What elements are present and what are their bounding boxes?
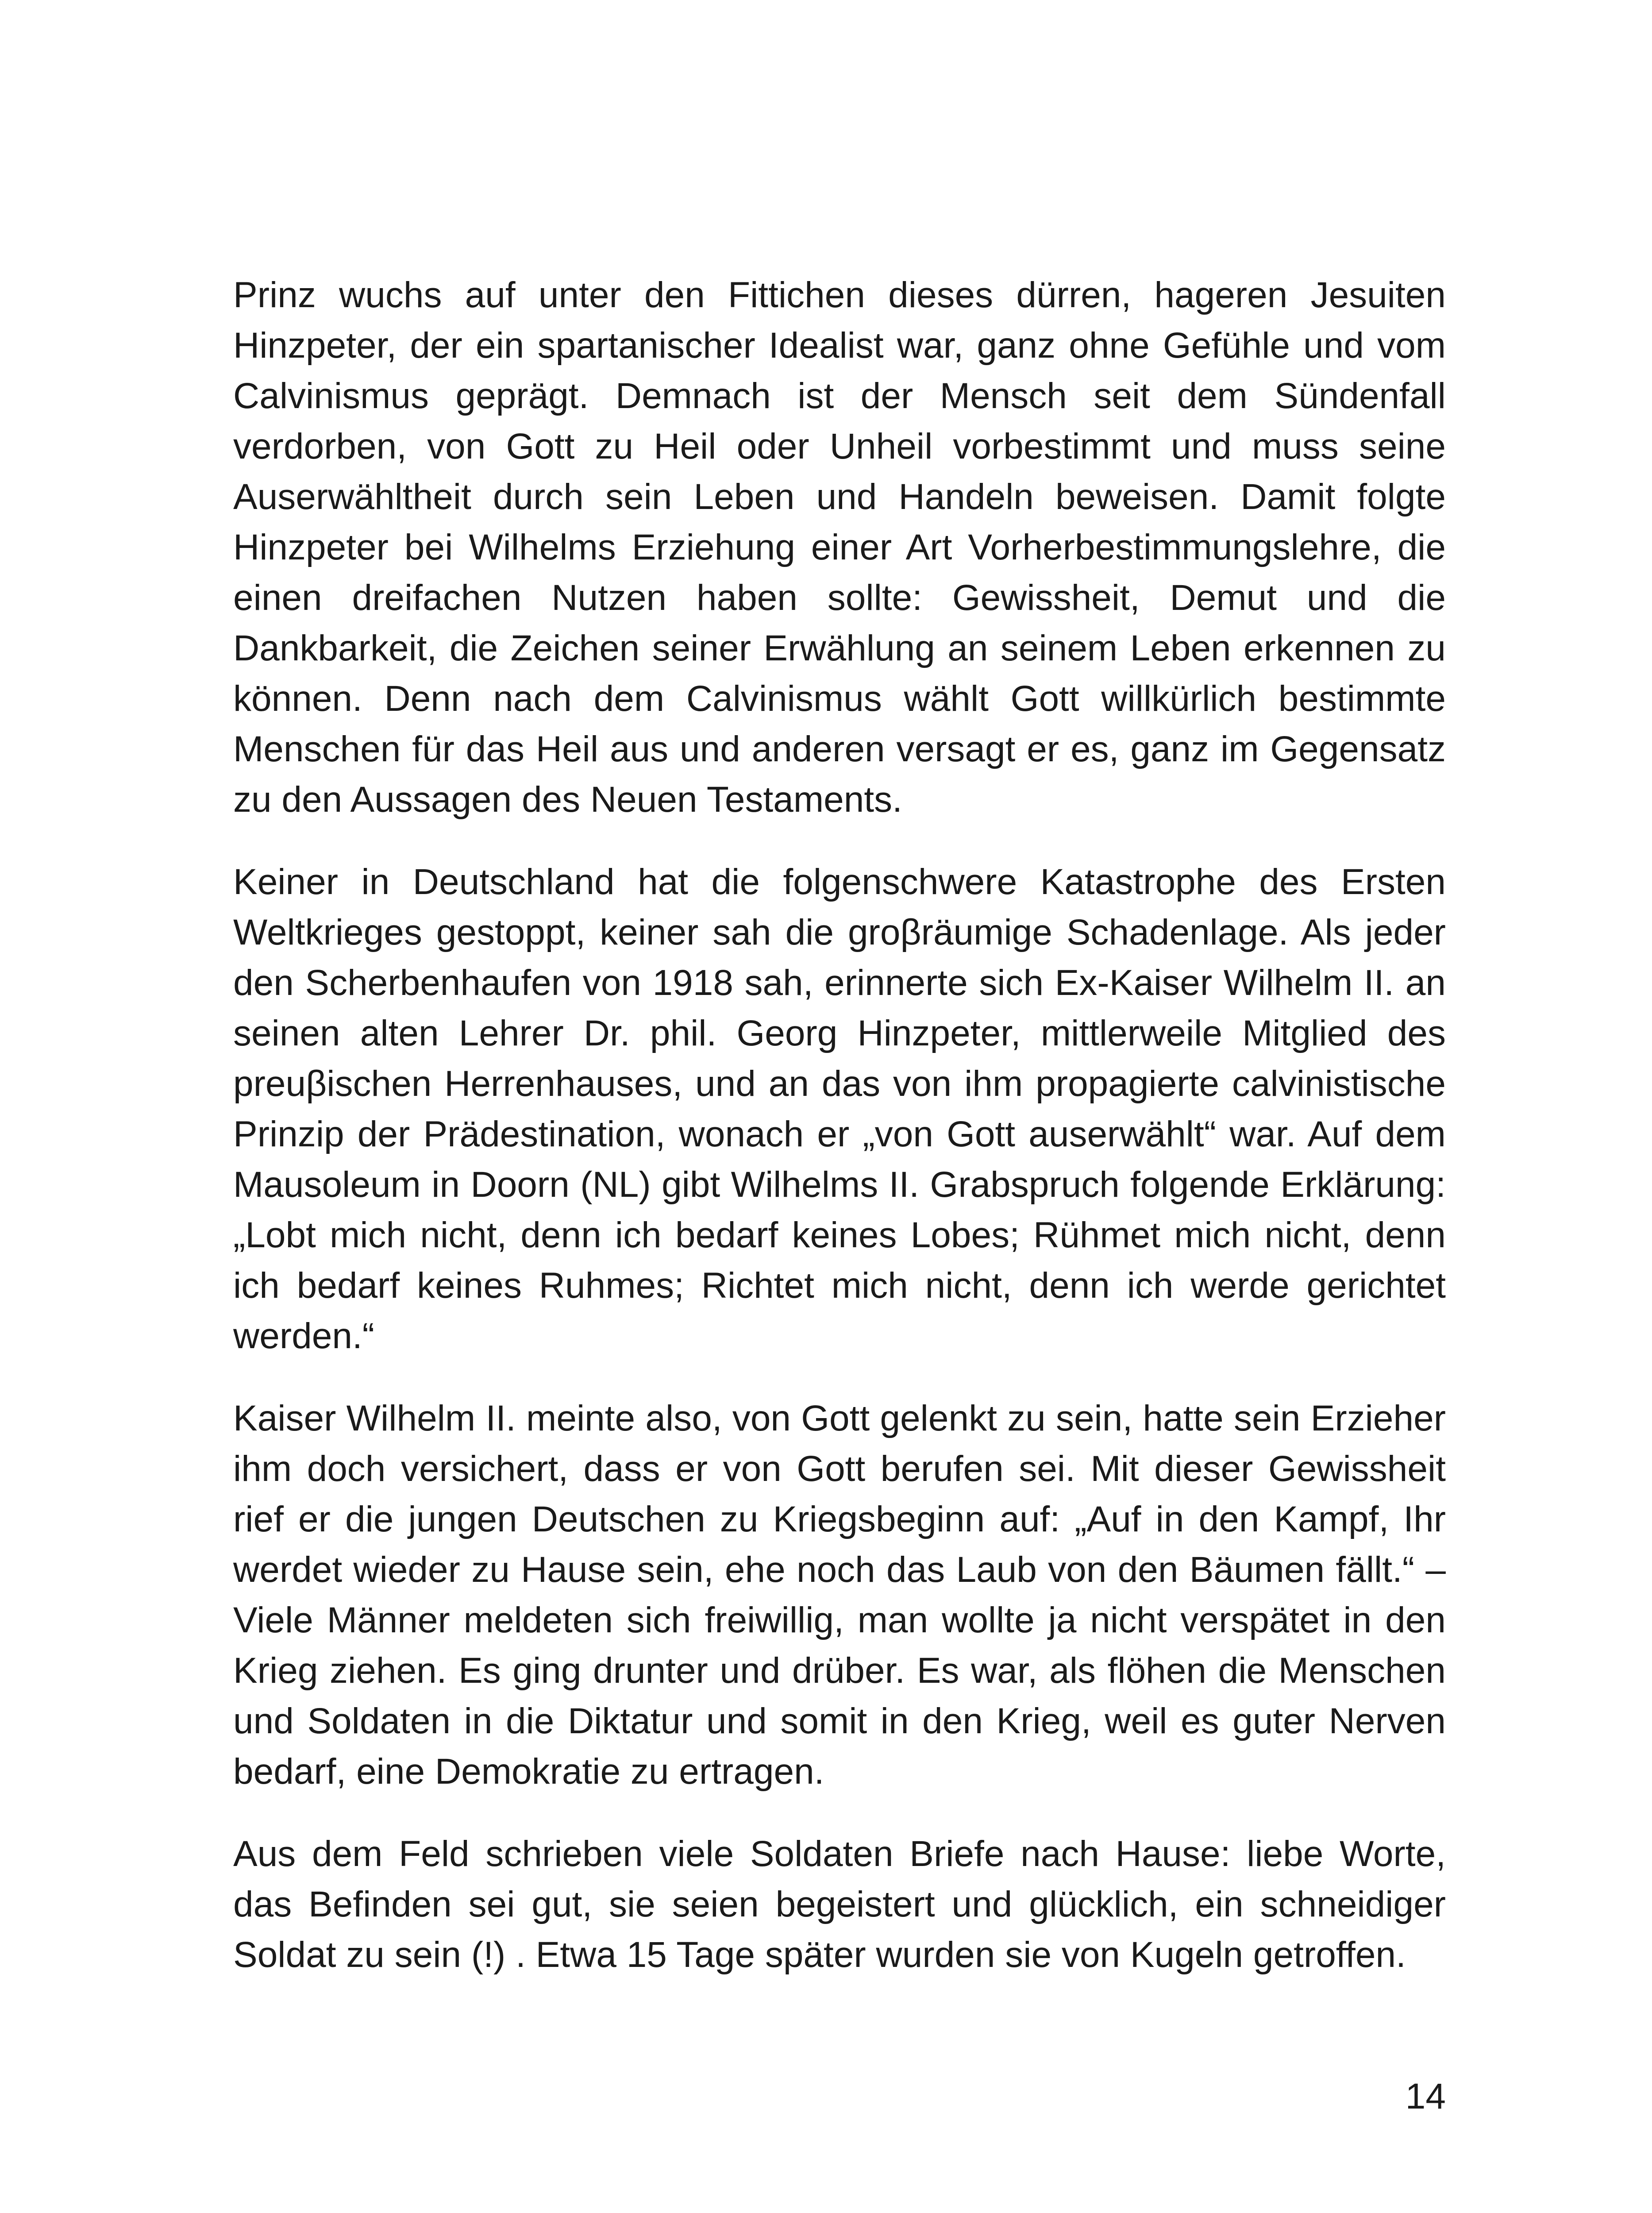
paragraph-4: Aus dem Feld schrieben viele Soldaten Briefe nach Hause: liebe Worte, das Befinden sei gut, sie seien begeistert und glücklich, ein schneidiger Soldat zu sein (!) . Etwa 15 Tage später wurden sie von Kugeln getroffen. (233, 1834, 1446, 1975)
page-body (233, 270, 1446, 2012)
paragraph-1: Prinz wuchs auf unter den Fittichen dieses dürren, hageren Jesuiten Hinzpeter, der ein spartanischer Idealist war, ganz ohne Gefühle und vom Calvinismus geprägt. Demnach ist der Mensch seit dem Sündenfall verdorben, von Gott zu Heil oder Unheil vorbestimmt und muss seine Auserwähltheit durch sein Leben und Handeln beweisen. Damit folgte Hinzpeter bei Wilhelms Erziehung einer Art Vorherbestimmungslehre, die einen dreifachen Nutzen haben sollte: Gewissheit, Demut und die Dankbarkeit, die Zeichen seiner Erwählung an seinem Leben erkennen zu können. Denn nach dem Calvinismus wählt Gott willkürlich bestimmte Menschen für das Heil aus und anderen versagt er es, ganz im Gegensatz zu den Aussagen des Neuen Testaments. (233, 275, 1446, 820)
paragraph-2: Keiner in Deutschland hat die folgenschwere Katastrophe des Ersten Weltkrieges gestoppt, keiner sah die groβräumige Schadenlage. Als jeder den Scherbenhaufen von 1918 sah, erinnerte sich Ex-Kaiser Wilhelm II. an seinen alten Lehrer Dr. phil. Georg Hinzpeter, mittlerweile Mitglied des preuβischen Herrenhauses, und an das von ihm propagierte calvinistische Prinzip der Prädestination, wonach er „von Gott auserwählt“ war. Auf dem Mausoleum in Doorn (NL) gibt Wilhelms II. Grabspruch folgende Erklärung: „Lobt mich nicht, denn ich bedarf keines Lobes; Rühmet mich nicht, denn ich bedarf keines Ruhmes; Richtet mich nicht, denn ich werde gerichtet werden.“ (233, 862, 1446, 1356)
page-number: 14 (1405, 2076, 1446, 2117)
paragraph-3: Kaiser Wilhelm II. meinte also, von Gott gelenkt zu sein, hatte sein Erzieher ihm doch versichert, dass er von Gott berufen sei. Mit dieser Gewissheit rief er die jungen Deutschen zu Kriegsbeginn auf: „Auf in den Kampf, Ihr werdet wieder zu Hause sein, ehe noch das Laub von den Bäumen fällt.“ – Viele Männer meldeten sich freiwillig, man wollte ja nicht verspätet in den Krieg ziehen. Es ging drunter und drüber. Es war, als flöhen die Menschen und Soldaten in die Diktatur und somit in den Krieg, weil es guter Nerven bedarf, eine Demokratie zu ertragen. (233, 1398, 1446, 1792)
